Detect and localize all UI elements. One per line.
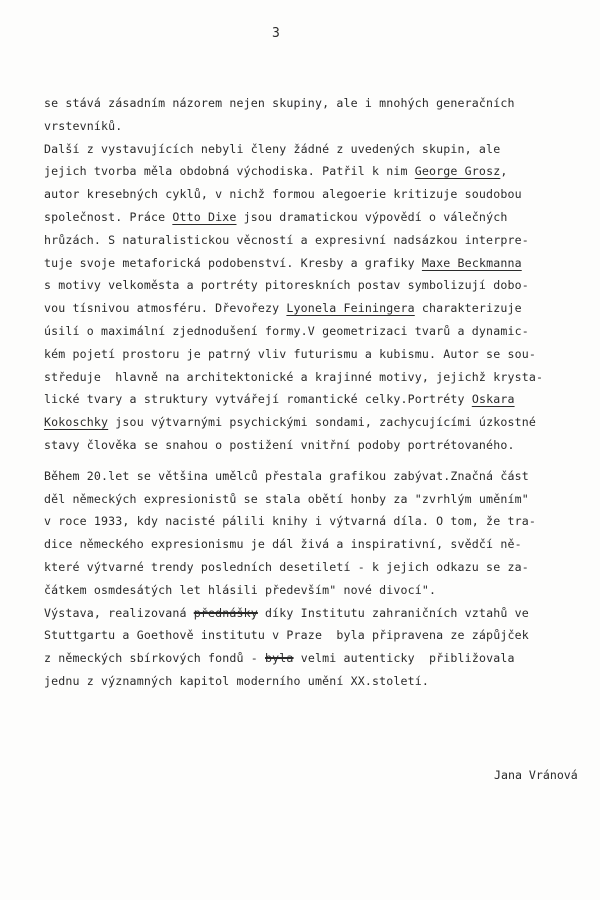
artist-name-kokoschka-second: Kokoschky [44,415,109,430]
text-line: s motivy velkoměsta a portréty pitoreskních postav symbolizují dobo- [44,278,529,293]
text-line: z německých sbírkových fondů - byla velmi autenticky přibližovala [44,651,515,666]
text-line: Během 20.let se většina umělců přestala grafikou zabývat.Značná část [44,468,529,483]
text-line: se stává zásadním názorem nejen skupiny, ale i mnohých generačních [44,96,515,110]
artist-name-beckmann: Maxe Beckmanna [421,255,522,270]
text-line: v roce 1933, kdy nacisté pálili knihy i výtvarná díla. O tom, že tra- [44,514,536,529]
artist-name-dix: Otto Dixe [172,209,237,224]
body-text [44,92,584,693]
text-line: které výtvarné trendy posledních desetiletí - k jejich odkazu se za- [44,559,529,574]
text-line: lické tvary a struktury vytvářejí romantické celky.Portréty Oskara [44,392,515,407]
text-line: čátkem osmdesátých let hlásili především" nové divocí". [44,582,437,597]
text-line: děl německých expresionistů se stala obětí honby za "zvrhlým uměním" [44,491,529,506]
struck-word: přednášky [193,605,258,620]
artist-name-feininger: Lyonela Feiningera [286,301,415,316]
text-line: jejich tvorba měla obdobná východiska. Patřil k nim George Grosz, [44,164,508,179]
text-line: hrůzách. S naturalistickou věcností a expresivní nadsázkou interpre- [44,232,529,247]
text-line: kém pojetí prostoru je patrný vliv futurismu a kubismu. Autor se sou- [44,346,536,361]
text-line: společnost. Práce Otto Dixe jsou dramatickou výpovědí o válečných [44,209,508,224]
text-line: Stuttgartu a Goethově institutu v Praze byla připravena ze zápůjček [44,628,529,643]
text-line: vrstevníků. [44,118,123,133]
page-number: 3 [272,26,280,41]
text-line: středuje hlavně na architektonické a krajinné motivy, jejichž krysta- [44,369,544,384]
author-signature: Jana Vránová [494,768,578,782]
artist-name-grosz: George Grosz [414,164,501,179]
text-line: Výstava, realizovaná přednášky díky Institutu zahraničních vztahů ve [44,605,529,620]
paragraph-gap [44,457,584,465]
text-line: stavy člověka se snahou o postižení vnitřní podoby portrétovaného. [44,437,515,452]
text-line: jednu z významných kapitol moderního umění XX.století. [44,673,430,688]
text-line: Kokoschky jsou výtvarnými psychickými sondami, zachycujícími úzkostné [44,415,536,430]
text-line: vou tísnivou atmosféru. Dřevořezy Lyonela Feiningera charakterizuje [44,301,522,316]
text-line: úsilí o maximální zjednodušení formy.V geometrizaci tvarů a dynamic- [44,323,529,338]
text-line: dice německého expresionismu je dál živá a inspirativní, svědčí ně- [44,537,522,552]
text-line: tuje svoje metaforická podobenství. Kresby a grafiky Maxe Beckmanna [44,255,522,270]
struck-word: byla [265,651,294,666]
artist-name-kokoschka-first: Oskara [471,392,515,407]
text-line: Další z vystavujících nebyli členy žádné z uvedených skupin, ale [44,141,501,156]
text-line: autor kresebných cyklů, v nichž formou alegoerie kritizuje soudobou [44,187,522,202]
